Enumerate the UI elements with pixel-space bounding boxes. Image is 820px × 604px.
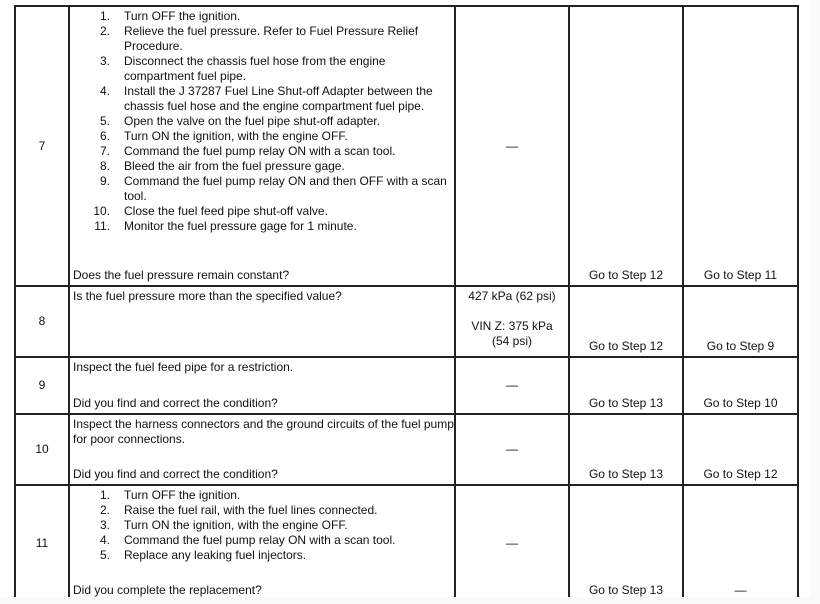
value-cell [455,286,569,357]
value-cell: — [455,485,569,601]
no-action: Go to Step 12 [683,414,798,485]
value-cell: — [455,6,569,286]
list-item: 4. Command the fuel pump relay ON with a scan tool. [99,533,396,547]
spec-value-vin-psi: (54 psi) [491,334,532,348]
action-cell [69,357,455,414]
instruction-text: Inspect the harness connectors and the ground circuits of the fuel pump for poor connections. [73,417,454,446]
yes-action: Go to Step 13 [569,414,683,485]
step-number: 11 [15,485,69,601]
procedure-list [70,7,454,234]
step-number: 8 [15,286,69,357]
list-item: 9. Command the fuel pump relay ON and then OFF with a scan tool. [99,174,447,203]
spec-value: 427 kPa (62 psi) [468,289,556,303]
diagnostic-table [14,5,799,602]
instruction-text: Inspect the fuel feed pipe for a restriction. [73,360,294,374]
action-cell [69,485,455,601]
question-text: Does the fuel pressure remain constant? [73,268,290,282]
question-text: Did you find and correct the condition? [73,396,278,410]
list-item: 1. Turn OFF the ignition. [99,488,241,502]
question-text: Did you complete the replacement? [73,583,262,597]
question-text: Did you find and correct the condition? [73,467,278,481]
list-item: 2. Relieve the fuel pressure. Refer to Fuel Pressure Relief Procedure. [99,24,419,53]
step-number: 9 [15,357,69,414]
table-row [15,485,798,601]
list-item: 5. Open the valve on the fuel pipe shut-off adapter. [99,114,380,128]
list-item: 6. Turn ON the ignition, with the engine OFF. [99,129,348,143]
procedure-list [70,486,454,563]
yes-action: Go to Step 12 [569,6,683,286]
question-text: Is the fuel pressure more than the specified value? [73,289,342,303]
no-action: Go to Step 11 [683,6,798,286]
yes-action: Go to Step 13 [569,485,683,601]
list-item: 2. Raise the fuel rail, with the fuel lines connected. [99,503,378,517]
action-cell [69,286,455,357]
no-action: — [683,485,798,601]
horizontal-scrollbar[interactable] [0,597,820,604]
vertical-scrollbar[interactable] [811,0,820,604]
step-number: 7 [15,6,69,286]
list-item: 5. Replace any leaking fuel injectors. [99,548,307,562]
action-cell [69,414,455,485]
table-row [15,357,798,414]
yes-action: Go to Step 13 [569,357,683,414]
no-action: Go to Step 9 [683,286,798,357]
table-row [15,286,798,357]
list-item: 3. Disconnect the chassis fuel hose from the engine compartment fuel pipe. [99,54,386,83]
action-cell [69,6,455,286]
list-item: 8. Bleed the air from the fuel pressure gage. [99,159,345,173]
list-item: 10. Close the fuel feed pipe shut-off valve. [93,204,328,218]
no-action: Go to Step 10 [683,357,798,414]
list-item: 1. Turn OFF the ignition. [99,9,241,23]
spec-value-vin: VIN Z: 375 kPa [471,319,553,333]
value-cell: — [455,414,569,485]
value-cell: — [455,357,569,414]
list-item: 3. Turn ON the ignition, with the engine OFF. [99,518,348,532]
list-item: 11. Monitor the fuel pressure gage for 1 minute. [94,219,357,233]
table-row [15,414,798,485]
list-item: 4. Install the J 37287 Fuel Line Shut-off Adapter between the chassis fuel hose and the engine compartment fuel pipe. [99,84,433,113]
yes-action: Go to Step 12 [569,286,683,357]
step-number: 10 [15,414,69,485]
list-item: 7. Command the fuel pump relay ON with a scan tool. [99,144,396,158]
table-row [15,6,798,286]
